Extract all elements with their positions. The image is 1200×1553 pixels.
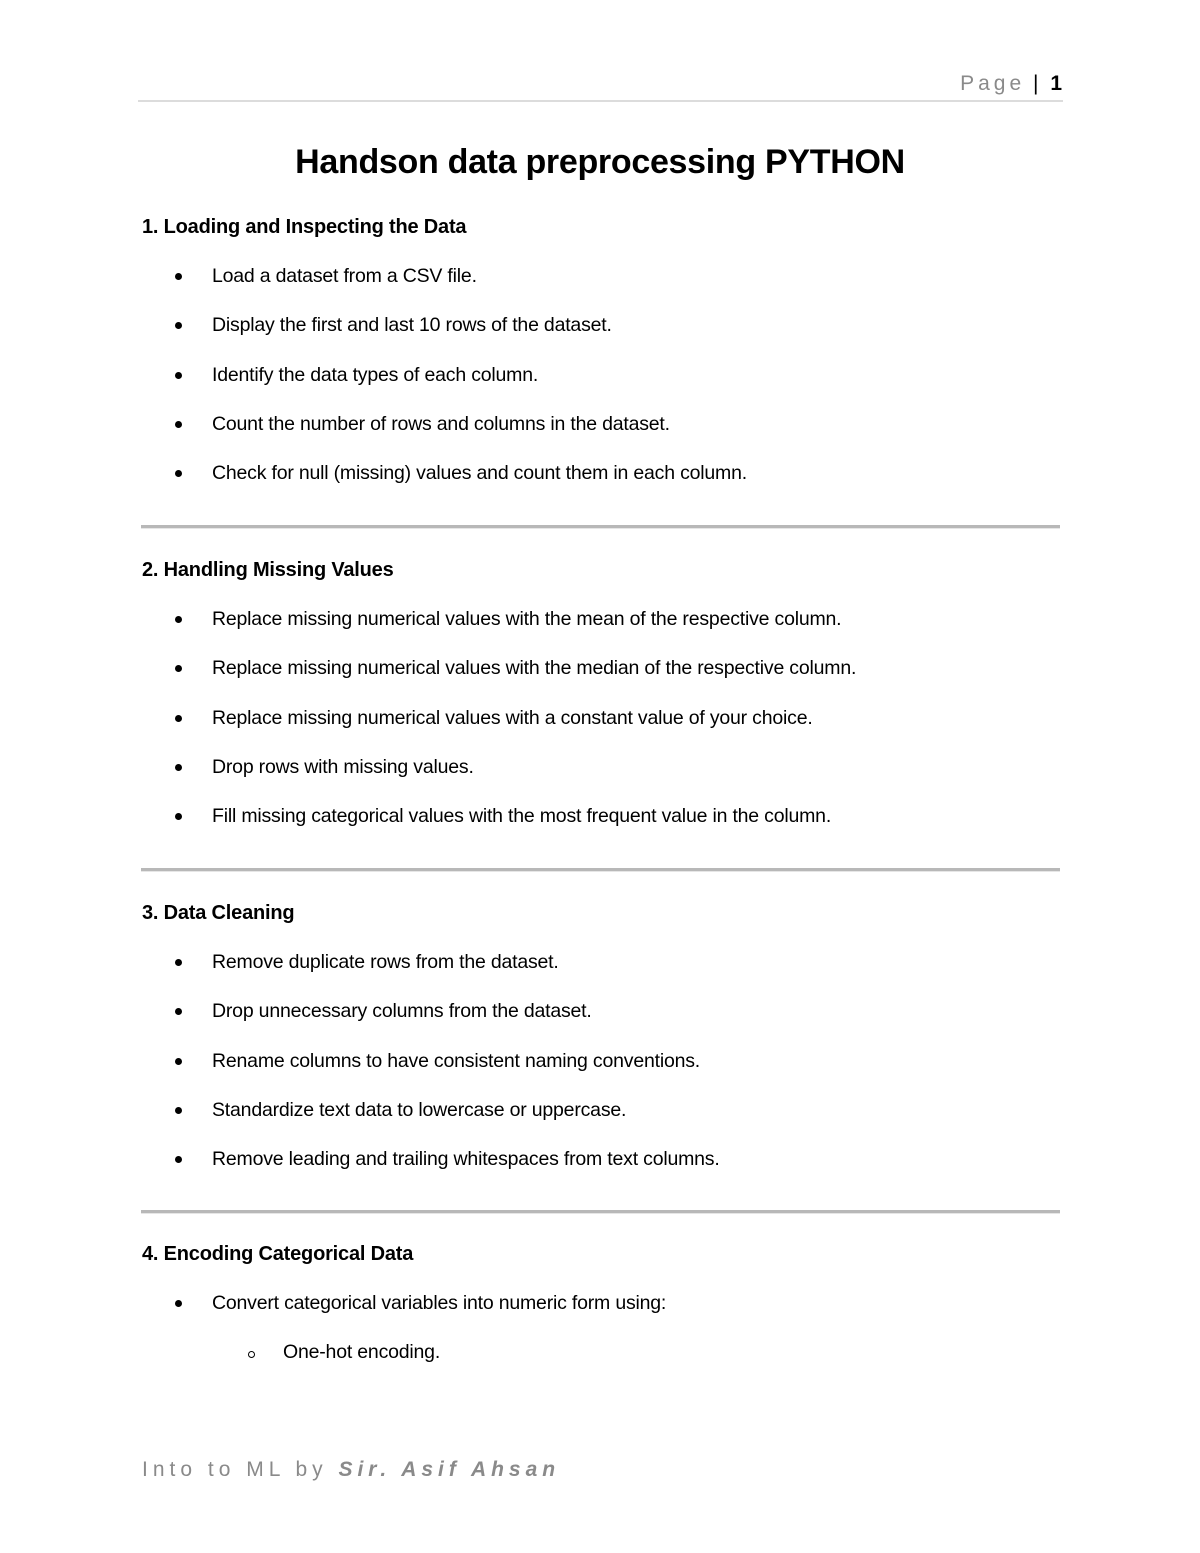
bullet-icon xyxy=(175,1107,182,1114)
bullet-icon xyxy=(175,1156,182,1163)
list-item xyxy=(142,412,1062,461)
list-item xyxy=(142,264,1062,313)
list-item xyxy=(142,313,1062,362)
list-item-text: Fill missing categorical values with the most frequent value in the column. xyxy=(212,805,832,828)
list-item-text: Identify the data types of each column. xyxy=(212,363,539,386)
list-item xyxy=(142,706,1062,755)
bullet-list xyxy=(142,264,1062,510)
page-label: Page xyxy=(960,72,1026,95)
list-item-text: Convert categorical variables into numeric form using: xyxy=(212,1292,667,1314)
bullet-icon xyxy=(175,322,182,329)
list-item xyxy=(142,950,1062,999)
list-item xyxy=(142,363,1062,412)
list-item-text: Load a dataset from a CSV file. xyxy=(212,265,477,287)
section-divider xyxy=(141,525,1060,528)
list-item-text: Count the number of rows and columns in the dataset. xyxy=(212,412,670,435)
list-item xyxy=(142,1098,1062,1147)
list-item xyxy=(142,1291,1062,1340)
bullet-icon xyxy=(175,665,182,672)
sub-list-item xyxy=(142,1340,1062,1364)
section-missing-values xyxy=(142,558,1062,853)
section-data-cleaning xyxy=(142,901,1062,1196)
bullet-icon xyxy=(175,421,182,428)
bullet-icon xyxy=(175,273,182,280)
list-item xyxy=(142,656,1062,705)
section-heading: 4. Encoding Categorical Data xyxy=(142,1243,414,1265)
list-item-text: Display the first and last 10 rows of the dataset. xyxy=(212,314,612,337)
list-item xyxy=(142,607,1062,656)
list-item-text: Remove leading and trailing whitespaces from text columns. xyxy=(212,1148,720,1171)
header-rule xyxy=(138,100,1063,102)
list-item-text: Replace missing numerical values with the median of the respective column. xyxy=(212,657,857,680)
hollow-bullet-icon xyxy=(248,1351,255,1358)
section-loading-inspecting xyxy=(142,215,1062,510)
footer-prefix: Into to ML by xyxy=(142,1458,328,1481)
list-item-text: Replace missing numerical values with the mean of the respective column. xyxy=(212,608,842,630)
section-divider xyxy=(141,868,1060,871)
page-separator: | xyxy=(1033,72,1039,95)
list-item-text: Rename columns to have consistent naming conventions. xyxy=(212,1049,701,1072)
list-item xyxy=(142,755,1062,804)
list-item xyxy=(142,1147,1062,1196)
bullet-icon xyxy=(175,1008,182,1015)
section-heading: 2. Handling Missing Values xyxy=(142,559,394,581)
bullet-icon xyxy=(175,959,182,966)
bullet-list xyxy=(142,950,1062,1196)
bullet-list xyxy=(142,607,1062,853)
page-header xyxy=(960,72,1062,96)
bullet-icon xyxy=(175,470,182,477)
bullet-list xyxy=(142,1291,1062,1340)
list-item-text: Drop rows with missing values. xyxy=(212,755,474,778)
list-item xyxy=(142,999,1062,1048)
list-item xyxy=(142,461,1062,510)
bullet-icon xyxy=(175,764,182,771)
section-heading: 1. Loading and Inspecting the Data xyxy=(142,216,467,238)
footer-author: Sir. Asif Ahsan xyxy=(338,1458,561,1481)
bullet-icon xyxy=(175,715,182,722)
document-title: Handson data preprocessing PYTHON xyxy=(295,143,905,181)
bullet-icon xyxy=(175,1300,182,1307)
sub-list-item-text: One-hot encoding. xyxy=(283,1341,441,1364)
bullet-icon xyxy=(175,1058,182,1065)
section-heading: 3. Data Cleaning xyxy=(142,902,295,924)
page-footer xyxy=(142,1458,560,1482)
list-item-text: Remove duplicate rows from the dataset. xyxy=(212,951,559,973)
page-number: 1 xyxy=(1050,72,1062,95)
section-divider xyxy=(141,1210,1060,1213)
bullet-icon xyxy=(175,372,182,379)
list-item xyxy=(142,1049,1062,1098)
bullet-icon xyxy=(175,616,182,623)
list-item-text: Check for null (missing) values and count them in each column. xyxy=(212,462,747,485)
section-encoding-categorical xyxy=(142,1242,1062,1364)
list-item xyxy=(142,804,1062,853)
list-item-text: Replace missing numerical values with a constant value of your choice. xyxy=(212,706,813,729)
list-item-text: Drop unnecessary columns from the dataset. xyxy=(212,1000,592,1023)
bullet-icon xyxy=(175,813,182,820)
list-item-text: Standardize text data to lowercase or uppercase. xyxy=(212,1098,627,1121)
